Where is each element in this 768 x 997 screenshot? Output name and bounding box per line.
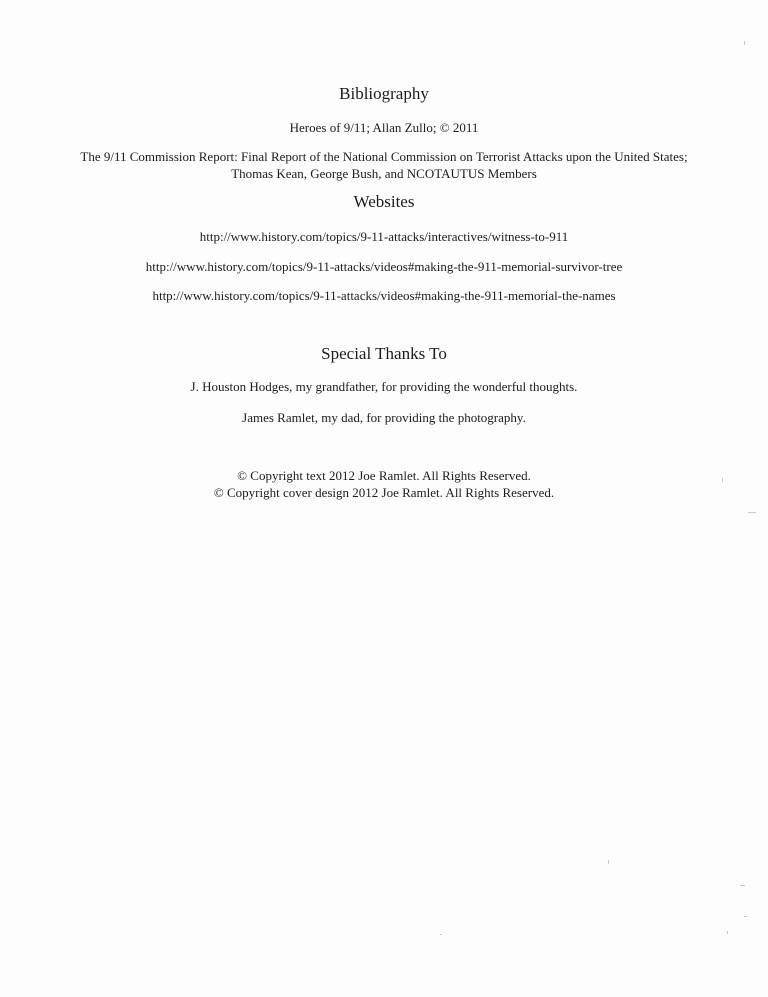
scan-speck [727,931,728,934]
scan-speck [608,860,609,864]
bibliography-entry-2: The 9/11 Commission Report: Final Report of the National Commission on Terrorist Attacks upon the United States; Thomas Kean, George Bush, and NCOTAUTUS Members [80,149,688,181]
scan-speck [744,41,745,45]
website-url-3: http://www.history.com/topics/9-11-attacks/videos#making-the-911-memorial-the-names [152,288,616,303]
copyright-line-2: © Copyright cover design 2012 Joe Ramlet. All Rights Reserved. [213,485,555,500]
website-url-1: http://www.history.com/topics/9-11-attacks/interactives/witness-to-911 [199,229,569,244]
special-thanks-heading: Special Thanks To [321,344,447,363]
bibliography-heading: Bibliography [339,84,429,103]
scan-speck [740,885,745,886]
scan-speck [744,916,747,917]
websites-heading: Websites [353,192,415,211]
website-url-2: http://www.history.com/topics/9-11-attacks/videos#making-the-911-memorial-survivor-tree [145,259,623,274]
copyright-line-1: © Copyright text 2012 Joe Ramlet. All Rights Reserved. [237,468,531,483]
thanks-line-2: James Ramlet, my dad, for providing the photography. [242,410,526,425]
bibliography-entry-1: Heroes of 9/11; Allan Zullo; © 2011 [289,120,479,135]
scan-speck [440,934,442,935]
scan-speck [722,478,723,482]
thanks-line-1: J. Houston Hodges, my grandfather, for providing the wonderful thoughts. [190,379,578,394]
scan-speck [748,512,756,513]
